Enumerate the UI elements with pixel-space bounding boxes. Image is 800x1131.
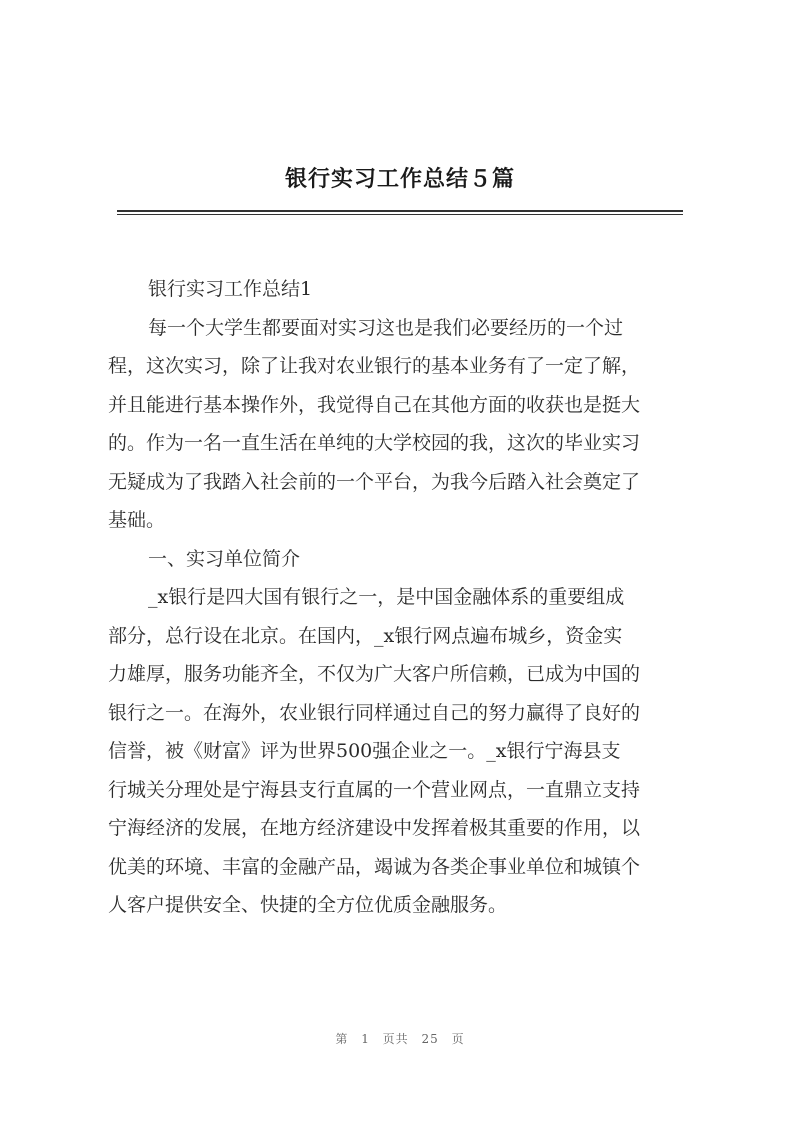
text-line: 行城关分理处是宁海县支行直属的一个营业网点，一直鼎立支持 (108, 778, 641, 801)
text-line: 并且能进行基本操作外，我觉得自己在其他方面的收获也是挺大 (108, 393, 641, 416)
footer-prefix: 第 (335, 1032, 349, 1046)
text-line: _x银行是四大国有银行之一，是中国金融体系的重要组成 (148, 586, 625, 608)
text-line: 的。作为一名一直生活在单纯的大学校园的我，这次的毕业实习 (108, 432, 641, 454)
footer-page-number: 1 (361, 1032, 370, 1046)
text-line: 银行实习工作总结1 (148, 278, 313, 300)
text-line: 一、实习单位简介 (148, 547, 301, 570)
text-line: 力雄厚，服务功能齐全，不仅为广大客户所信赖，已成为中国的 (108, 663, 641, 685)
text-line: 宁海经济的发展，在地方经济建设中发挥着极其重要的作用，以 (108, 817, 641, 839)
page-title: 银行实习工作总结５篇 (284, 167, 515, 192)
page-footer (0, 1030, 800, 1047)
footer-middle: 页共 (382, 1032, 409, 1046)
title-divider (117, 210, 683, 212)
footer-suffix: 页 (451, 1032, 465, 1046)
footer-total-pages: 25 (421, 1032, 439, 1046)
document-body (108, 270, 708, 925)
text-line: 人客户提供安全、快捷的全方位优质金融服务。 (108, 894, 508, 916)
text-line: 部分，总行设在北京。在国内，_x银行网点遍布城乡，资金实 (108, 624, 623, 647)
text-line: 银行之一。在海外，农业银行同样通过自己的努力赢得了良好的 (108, 701, 641, 724)
text-line: 无疑成为了我踏入社会前的一个平台，为我今后踏入社会奠定了 (108, 470, 641, 493)
text-line: 信誉，被《财富》评为世界500强企业之一。_x银行宁海县支 (108, 740, 621, 762)
text-line: 优美的环境、丰富的金融产品，竭诚为各类企事业单位和城镇个 (108, 855, 641, 878)
text-line: 程，这次实习，除了让我对农业银行的基本业务有了一定了解， (108, 355, 641, 377)
title-divider-thin (117, 214, 683, 215)
text-line: 基础。 (108, 509, 166, 531)
text-line: 每一个大学生都要面对实习这也是我们必要经历的一个过 (148, 316, 624, 339)
